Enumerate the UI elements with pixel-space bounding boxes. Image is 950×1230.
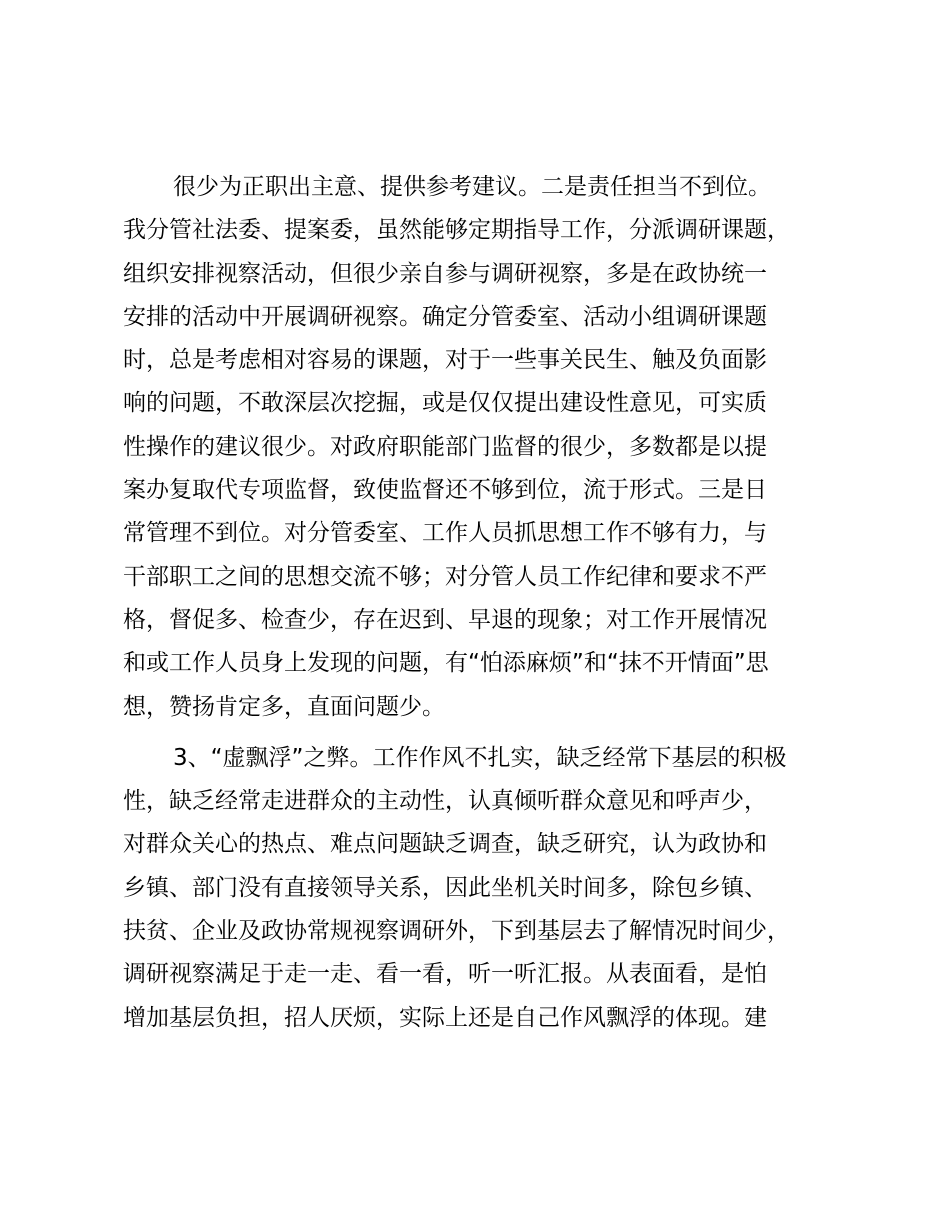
paragraph-line: 干部职工之间的思想交流不够；对分管人员工作纪律和要求不严 xyxy=(123,563,767,590)
paragraph-line: 和或工作人员身上发现的问题，有“怕添麻烦”和“抹不开情面”思 xyxy=(123,650,769,677)
paragraph-line: 组织安排视察活动，但很少亲自参与调研视察，多是在政协统一 xyxy=(123,260,767,287)
paragraph-line: 想，赞扬肯定多，直面问题少。 xyxy=(123,693,445,720)
paragraph-1 xyxy=(123,166,843,729)
paragraph-line: 很少为正职出主意、提供参考建议。二是责任担当不到位。 xyxy=(173,174,771,200)
paragraph-line: 性操作的建议很少。对政府职能部门监督的很少，多数都是以提 xyxy=(123,433,767,460)
paragraph-line: 调研视察满足于走一走、看一看，听一听汇报。从表面看，是怕 xyxy=(123,961,767,988)
paragraph-line: 对群众关心的热点、难点问题缺乏调查，缺乏研究，认为政协和 xyxy=(123,831,767,858)
paragraph-line: 常管理不到位。对分管委室、工作人员抓思想工作不够有力，与 xyxy=(123,520,767,547)
document-body xyxy=(123,166,843,1040)
paragraph-line: 3、“虚飘浮”之弊。工作作风不扎实，缺乏经常下基层的积极 xyxy=(173,744,787,771)
paragraph-2 xyxy=(123,737,843,1040)
paragraph-line: 扶贫、企业及政协常规视察调研外，下到基层去了解情况时间少， xyxy=(123,918,790,945)
paragraph-spacer xyxy=(123,729,843,737)
paragraph-line: 安排的活动中开展调研视察。确定分管委室、活动小组调研课题 xyxy=(123,303,767,330)
paragraph-line: 格，督促多、检查少，存在迟到、早退的现象；对工作开展情况 xyxy=(123,606,767,633)
paragraph-line: 我分管社法委、提案委，虽然能够定期指导工作，分派调研课题， xyxy=(123,217,790,244)
paragraph-line: 时，总是考虑相对容易的课题，对于一些事关民生、触及负面影 xyxy=(123,347,767,374)
paragraph-line: 乡镇、部门没有直接领导关系，因此坐机关时间多，除包乡镇、 xyxy=(123,874,767,901)
paragraph-line: 案办复取代专项监督，致使监督还不够到位，流于形式。三是日 xyxy=(123,477,767,504)
paragraph-line: 响的问题，不敢深层次挖掘，或是仅仅提出建设性意见，可实质 xyxy=(123,390,767,417)
paragraph-line: 增加基层负担，招人厌烦，实际上还是自己作风飘浮的体现。建 xyxy=(123,1004,767,1031)
paragraph-line: 性，缺乏经常走进群众的主动性，认真倾听群众意见和呼声少， xyxy=(123,788,767,815)
